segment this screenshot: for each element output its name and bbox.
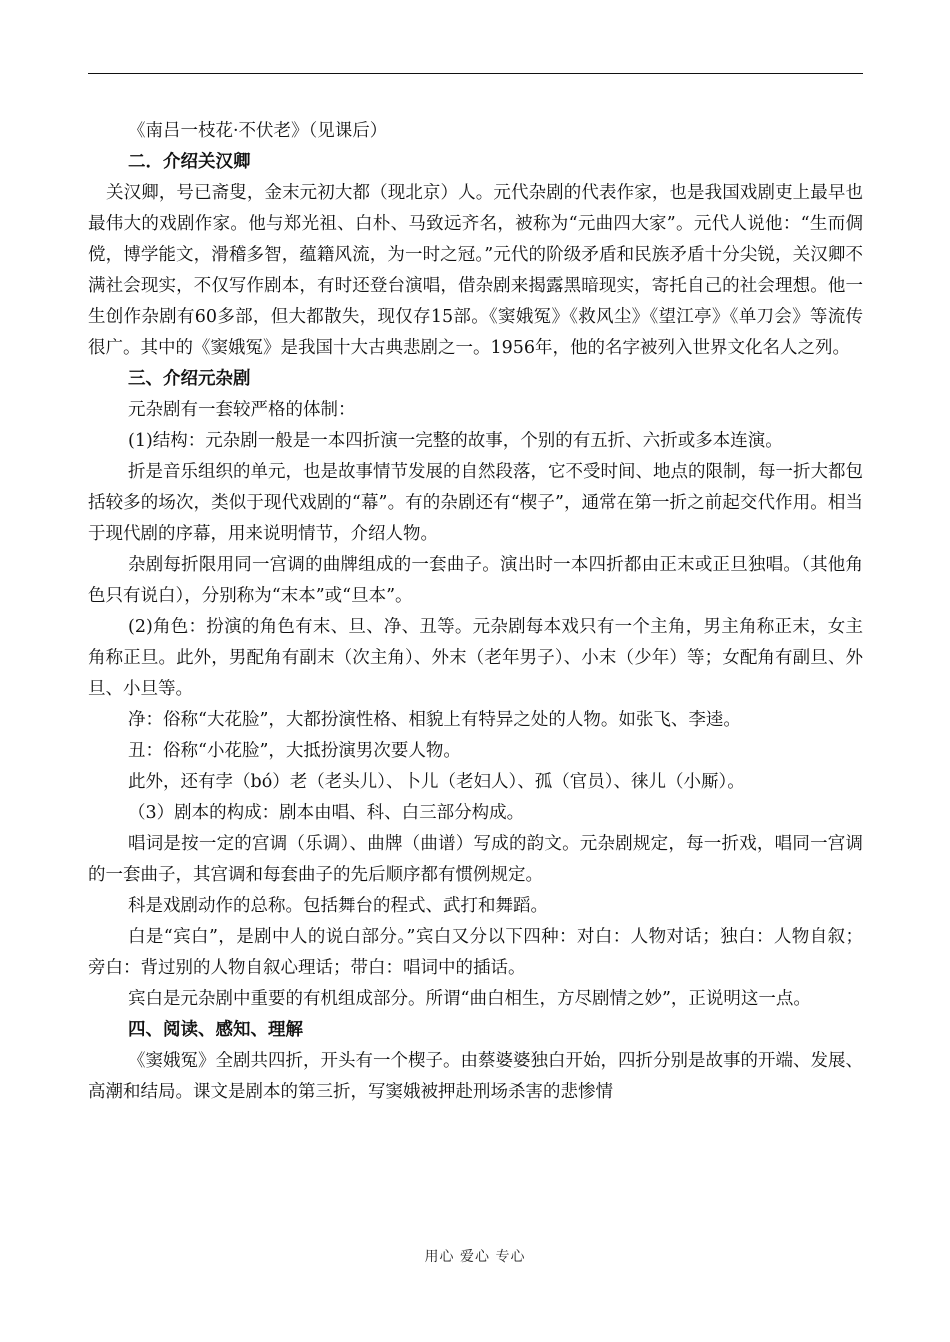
document-body: [88, 116, 863, 1108]
paragraph: （3）剧本的构成：剧本由唱、科、白三部分构成。: [128, 803, 525, 823]
paragraph: (2)角色：扮演的角色有末、旦、净、丑等。元杂剧每本戏只有一个主角，男主角称正末，女主角称正旦。此外，男配角有副末（次主角）、外末（老年男子）、小末（少年）等；女配角有副旦、外旦、小旦等。: [88, 617, 863, 699]
paragraph: 科是戏剧动作的总称。包括舞台的程式、武打和舞蹈。: [128, 896, 548, 916]
paragraph: 关汉卿，号已斋叟，金末元初大都（现北京）人。元代杂剧的代表作家，也是我国戏剧吏上最早也最伟大的戏剧作家。他与郑光祖、白朴、马致远齐名，被称为“元曲四大家”。元代人说他：“生而倜傥，博学能文，滑稽多智，蕴籍风流，为一时之冠。”元代的阶级矛盾和民族矛盾十分尖锐，关汉卿不满社会现实，不仅写作剧本，有时还登台演唱，借杂剧来揭露黑暗现实，寄托自己的社会理想。他一生创作杂剧有60多部，但大都散失，现仅存15部。《窦娥冤》《救风尘》《望江亭》《单刀会》等流传很广。其中的《窦娥冤》是我国十大古典悲剧之一。1956年，他的名字被列入世界文化名人之列。: [88, 183, 863, 358]
paragraph: 杂剧每折限用同一宫调的曲牌组成的一套曲子。演出时一本四折都由正末或正旦独唱。（其他角色只有说白），分别称为“末本”或“旦本”。: [88, 555, 863, 606]
section-heading: 四、阅读、感知、理解: [128, 1020, 303, 1040]
paragraph: 白是“宾白”，是剧中人的说白部分。”宾白又分以下四种：对白：人物对话；独白：人物自叙；旁白：背过别的人物自叙心理话；带白：唱词中的插话。: [88, 927, 863, 978]
paragraph: 丑：俗称“小花脸”，大抵扮演男次要人物。: [128, 741, 461, 761]
section-heading: 三、介绍元杂剧: [128, 369, 251, 389]
paragraph: 唱词是按一定的宫调（乐调）、曲牌（曲谱）写成的韵文。元杂剧规定，每一折戏，唱同一宫调的一套曲子，其宫调和每套曲子的先后顺序都有惯例规定。: [88, 834, 863, 885]
paragraph: 此外，还有孛（bó）老（老头儿）、卜儿（老妇人）、孤（官员）、徕儿（小厮）。: [128, 772, 745, 792]
paragraph: 《南吕一枝花·不伏老》（见课后）: [128, 121, 388, 141]
paragraph: 宾白是元杂剧中重要的有机组成部分。所谓“曲白相生，方尽剧情之妙”，正说明这一点。: [128, 989, 811, 1009]
header-rule: [88, 73, 863, 74]
paragraph: 元杂剧有一套较严格的体制：: [128, 400, 356, 420]
page-footer: 用心 爱心 专心: [424, 1249, 526, 1265]
paragraph: 《窦娥冤》全剧共四折，开头有一个楔子。由蔡婆婆独白开始，四折分别是故事的开端、发展、高潮和结局。课文是剧本的第三折，写窦娥被押赴刑场杀害的悲惨情: [88, 1051, 863, 1102]
paragraph: (1)结构：元杂剧一般是一本四折演一完整的故事，个别的有五折、六折或多本连演。: [128, 431, 783, 451]
paragraph: 折是音乐组织的单元，也是故事情节发展的自然段落，它不受时间、地点的限制，每一折大都包括较多的场次，类似于现代戏剧的“幕”。有的杂剧还有“楔子”，通常在第一折之前起交代作用。相当于现代剧的序幕，用来说明情节，介绍人物。: [88, 462, 863, 544]
section-heading: 二．介绍关汉卿: [128, 152, 251, 172]
paragraph: 净：俗称“大花脸”，大都扮演性格、相貌上有特异之处的人物。如张飞、李逵。: [128, 710, 741, 730]
